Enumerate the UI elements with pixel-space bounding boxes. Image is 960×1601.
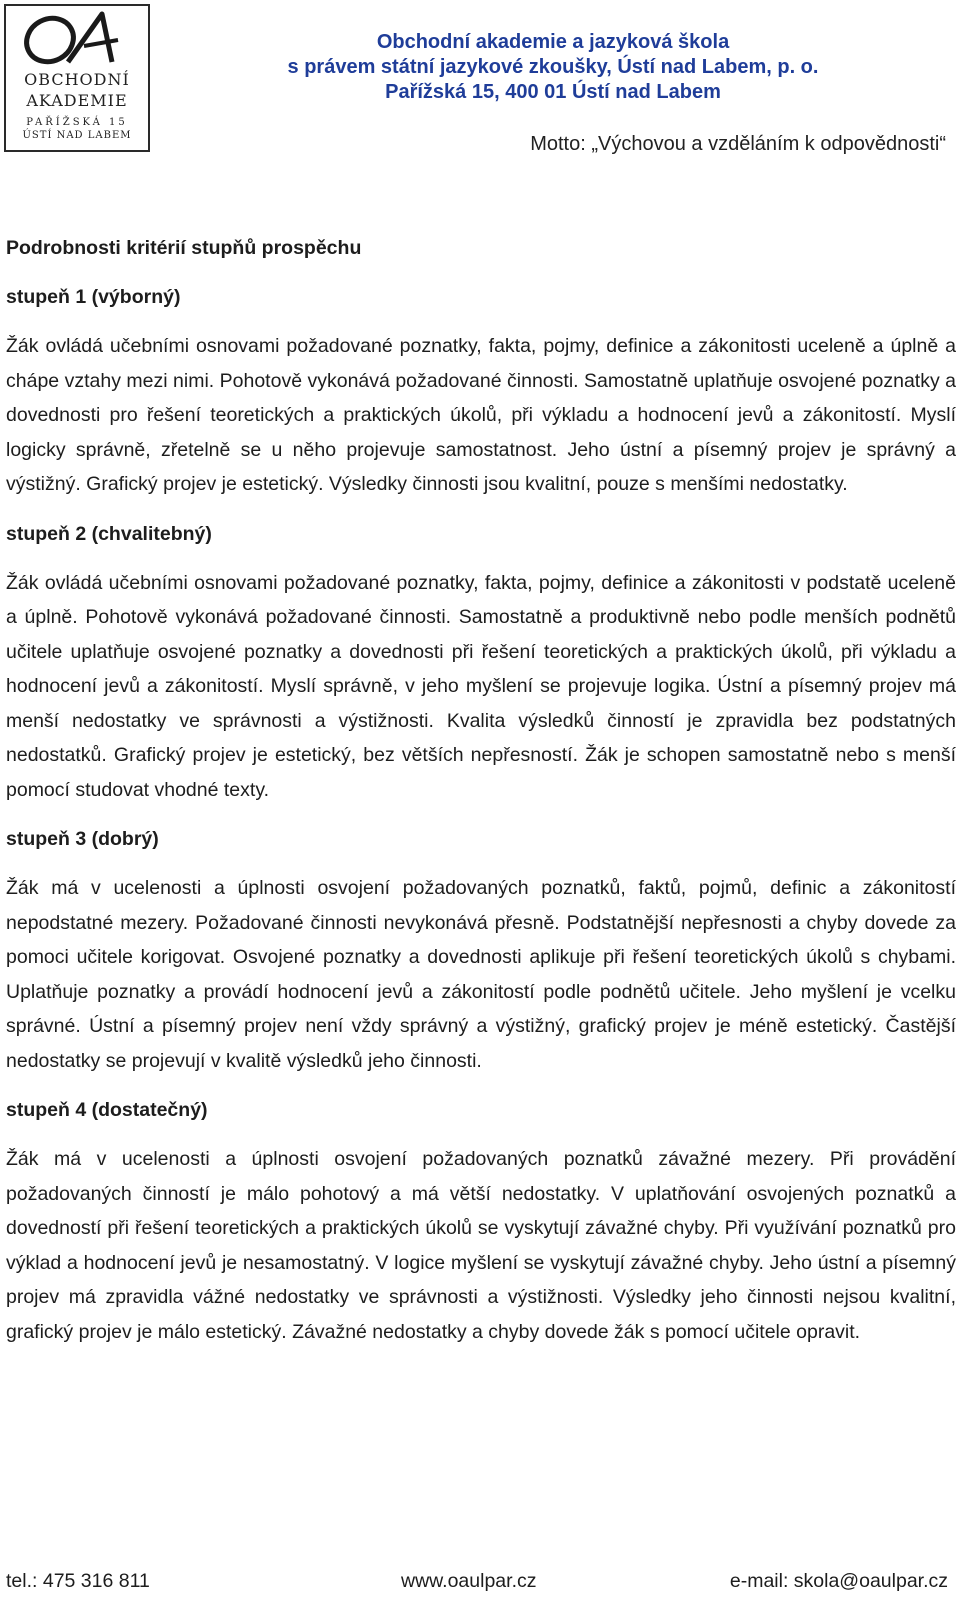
oa-monogram-icon	[6, 6, 148, 70]
grade-4-text: Žák má v ucelenosti a úplnosti osvojení požadovaných poznatků závažné mezery. Při provádění požadovaných činností je málo pohotový a má větší nedostatky. V uplatňování osvojených poznatků a dovedností při řešení teoretických a praktických úkolů se vyskytují závažné chyby. Při využívání poznatků pro výklad a hodnocení jevů je nesamostatný. V logice myšlení se vyskytují závažné chyby. Jeho ústní a písemný projev má zpravidla vážné nedostatky ve správnosti a výstižnosti. Výsledky jeho činnosti nejsou kvalitní, grafický projev je málo estetický. Závažné nedostatky a chyby dovede žák s pomocí učitele opravit.	[6, 1148, 956, 1343]
school-subtitle: s právem státní jazykové zkoušky, Ústí nad Labem, p. o.	[287, 56, 819, 78]
footer-phone: tel.: 475 316 811	[6, 1570, 150, 1592]
logo-line-3: PAŘÍŽSKÁ 15	[26, 117, 128, 128]
grade-1-heading: stupeň 1 (výborný)	[6, 286, 181, 308]
school-logo	[4, 4, 150, 152]
grade-4-heading: stupeň 4 (dostatečný)	[6, 1099, 208, 1121]
logo-line-1: OBCHODNÍ	[24, 70, 130, 89]
school-address: Pařížská 15, 400 01 Ústí nad Labem	[385, 81, 721, 103]
document-title: Podrobnosti kritérií stupňů prospěchu	[6, 237, 362, 259]
logo-line-2: AKADEMIE	[26, 91, 128, 110]
school-name: Obchodní akademie a jazyková škola	[376, 31, 730, 53]
grade-3-heading: stupeň 3 (dobrý)	[6, 828, 159, 850]
school-header	[160, 30, 946, 105]
grade-2-text: Žák ovládá učebními osnovami požadované poznatky, fakta, pojmy, definice a zákonitosti v podstatě uceleně a úplně. Pohotově vykonává požadované činnosti. Samostatně a produktivně nebo podle menších podnětů učitele uplatňuje osvojené poznatky a dovednosti při řešení teoretických a praktických úkolů, při výkladu a hodnocení jevů a zákonitostí. Myslí správně, v jeho myšlení se projevuje logika. Ústní a písemný projev má menší nedostatky ve správnosti a výstižnosti. Kvalita výsledků činností je zpravidla bez podstatných nedostatků. Grafický projev je estetický, bez větších nepřesností. Žák je schopen samostatně nebo s menší pomocí studovat vhodné texty.	[6, 571, 956, 801]
footer-website[interactable]: www.oaulpar.cz	[401, 1570, 537, 1592]
document-body	[6, 236, 956, 1369]
grade-3-text: Žák má v ucelenosti a úplnosti osvojení požadovaných poznatků, faktů, pojmů, definic a zákonitostí nepodstatné mezery. Požadované činnosti nevykonává přesně. Podstatnější nepřesnosti a chyby dovede za pomoci učitele korigovat. Osvojené poznatky a dovednosti aplikuje při řešení teoretických úkolů s chybami. Uplatňuje poznatky a provádí hodnocení jevů a zákonitostí podle podnětů učitele. Jeho myšlení je vcelku správné. Ústní a písemný projev není vždy správný a výstižný, grafický projev je méně estetický. Častější nedostatky se projevují v kvalitě výsledků jeho činnosti.	[6, 877, 956, 1072]
grade-2-heading: stupeň 2 (chvalitebný)	[6, 522, 212, 545]
page-footer	[6, 1570, 948, 1594]
footer-email[interactable]: e-mail: skola@oaulpar.cz	[729, 1570, 948, 1592]
grade-1-text: Žák ovládá učebními osnovami požadované poznatky, fakta, pojmy, definice a zákonitosti uceleně a úplně a chápe vztahy mezi nimi. Pohotově vykonává požadované činnosti. Samostatně uplatňuje osvojené poznatky a dovednosti pro řešení teoretických a praktických úkolů, při výkladu a hodnocení jevů a zákonitostí. Myslí logicky správně, zřetelně se u něho projevuje samostatnost. Jeho ústní a písemný projev je správný a výstižný. Grafický projev je estetický. Výsledky činnosti jsou kvalitní, pouze s menšími nedostatky.	[6, 335, 956, 495]
school-motto: Motto: „Výchovou a vzděláním k odpovědnosti“	[530, 133, 946, 155]
logo-line-4: ÚSTÍ NAD LABEM	[22, 130, 132, 141]
